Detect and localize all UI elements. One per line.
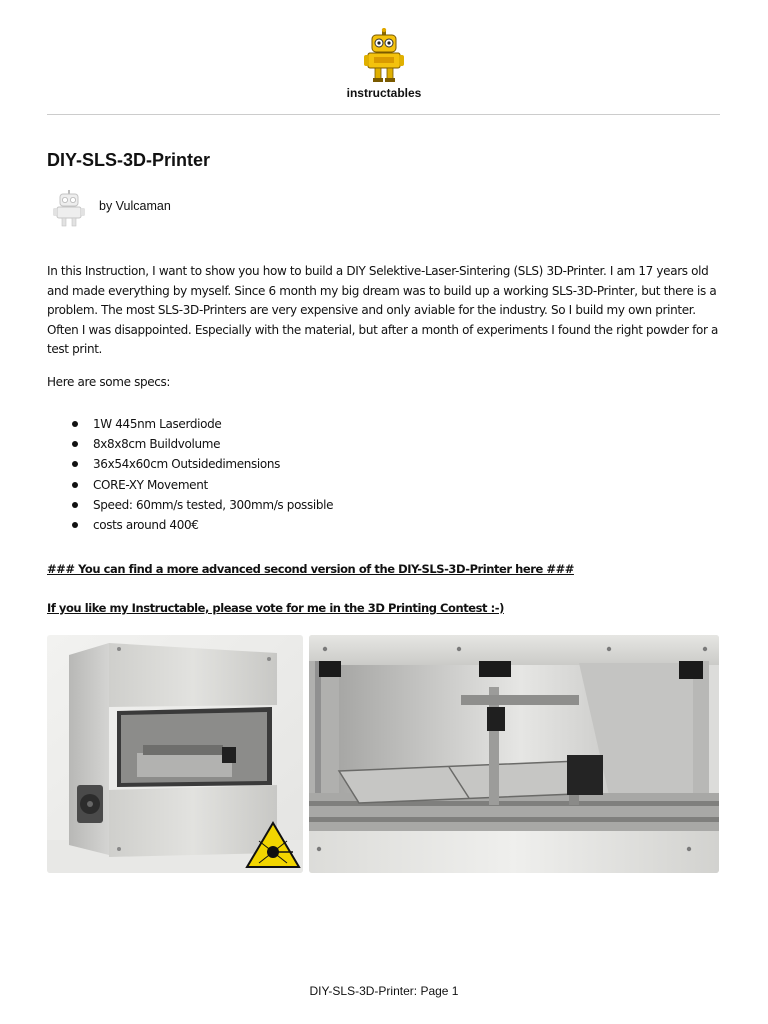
header-divider [47,114,720,115]
author-byline[interactable]: by Vulcaman [99,199,171,213]
specs-list [70,414,333,535]
author-row [47,184,171,232]
intro-paragraph: In this Instruction, I want to show you how to build a DIY Selektive-Laser-Sintering (SLS) 3D-Printer. I am 17 years old and made everything by myself. Since 6 month my big dream was to build up a working SLS-3D-Printer, but there is a problem. The most SLS-3D-Printers are very expensive and only aviable for the industry. So I build my own printer. Often I was disappointed. Especially with the material, but after a month of experiments I found the right powder for a test print. [47,264,719,356]
bullet-icon [72,461,78,467]
site-header [0,28,768,100]
list-item [70,495,333,515]
bullet-icon [72,502,78,508]
spec-text: 8x8x8cm Buildvolume [93,437,221,452]
spec-text: Speed: 60mm/s tested, 300mm/s possible [93,497,334,512]
printer-interior-photo[interactable] [309,635,719,873]
spec-text: costs around 400€ [93,517,199,532]
list-item [70,515,333,535]
second-version-link[interactable]: ### You can find a more advanced second version of the DIY-SLS-3D-Printer here ### [47,562,574,576]
bullet-icon [72,421,78,427]
bullet-icon [72,522,78,528]
spec-text: 36x54x60cm Outsidedimensions [93,457,281,472]
list-item [70,454,333,474]
brand-name[interactable]: instructables [346,86,422,100]
robot-mascot-icon[interactable] [364,28,404,84]
page-footer: DIY-SLS-3D-Printer: Page 1 [309,984,459,998]
list-item [70,475,333,495]
bullet-icon [72,482,78,488]
printer-enclosure-photo[interactable] [47,635,303,873]
bullet-icon [72,441,78,447]
page-title: DIY-SLS-3D-Printer [47,150,211,170]
specs-intro: Here are some specs: [47,375,171,389]
spec-text: CORE-XY Movement [93,477,208,492]
list-item [70,434,333,454]
robot-avatar-icon[interactable] [47,186,91,230]
vote-contest-link[interactable]: If you like my Instructable, please vote for me in the 3D Printing Contest :-) [47,601,504,615]
spec-text: 1W 445nm Laserdiode [93,417,222,431]
list-item [70,414,333,434]
